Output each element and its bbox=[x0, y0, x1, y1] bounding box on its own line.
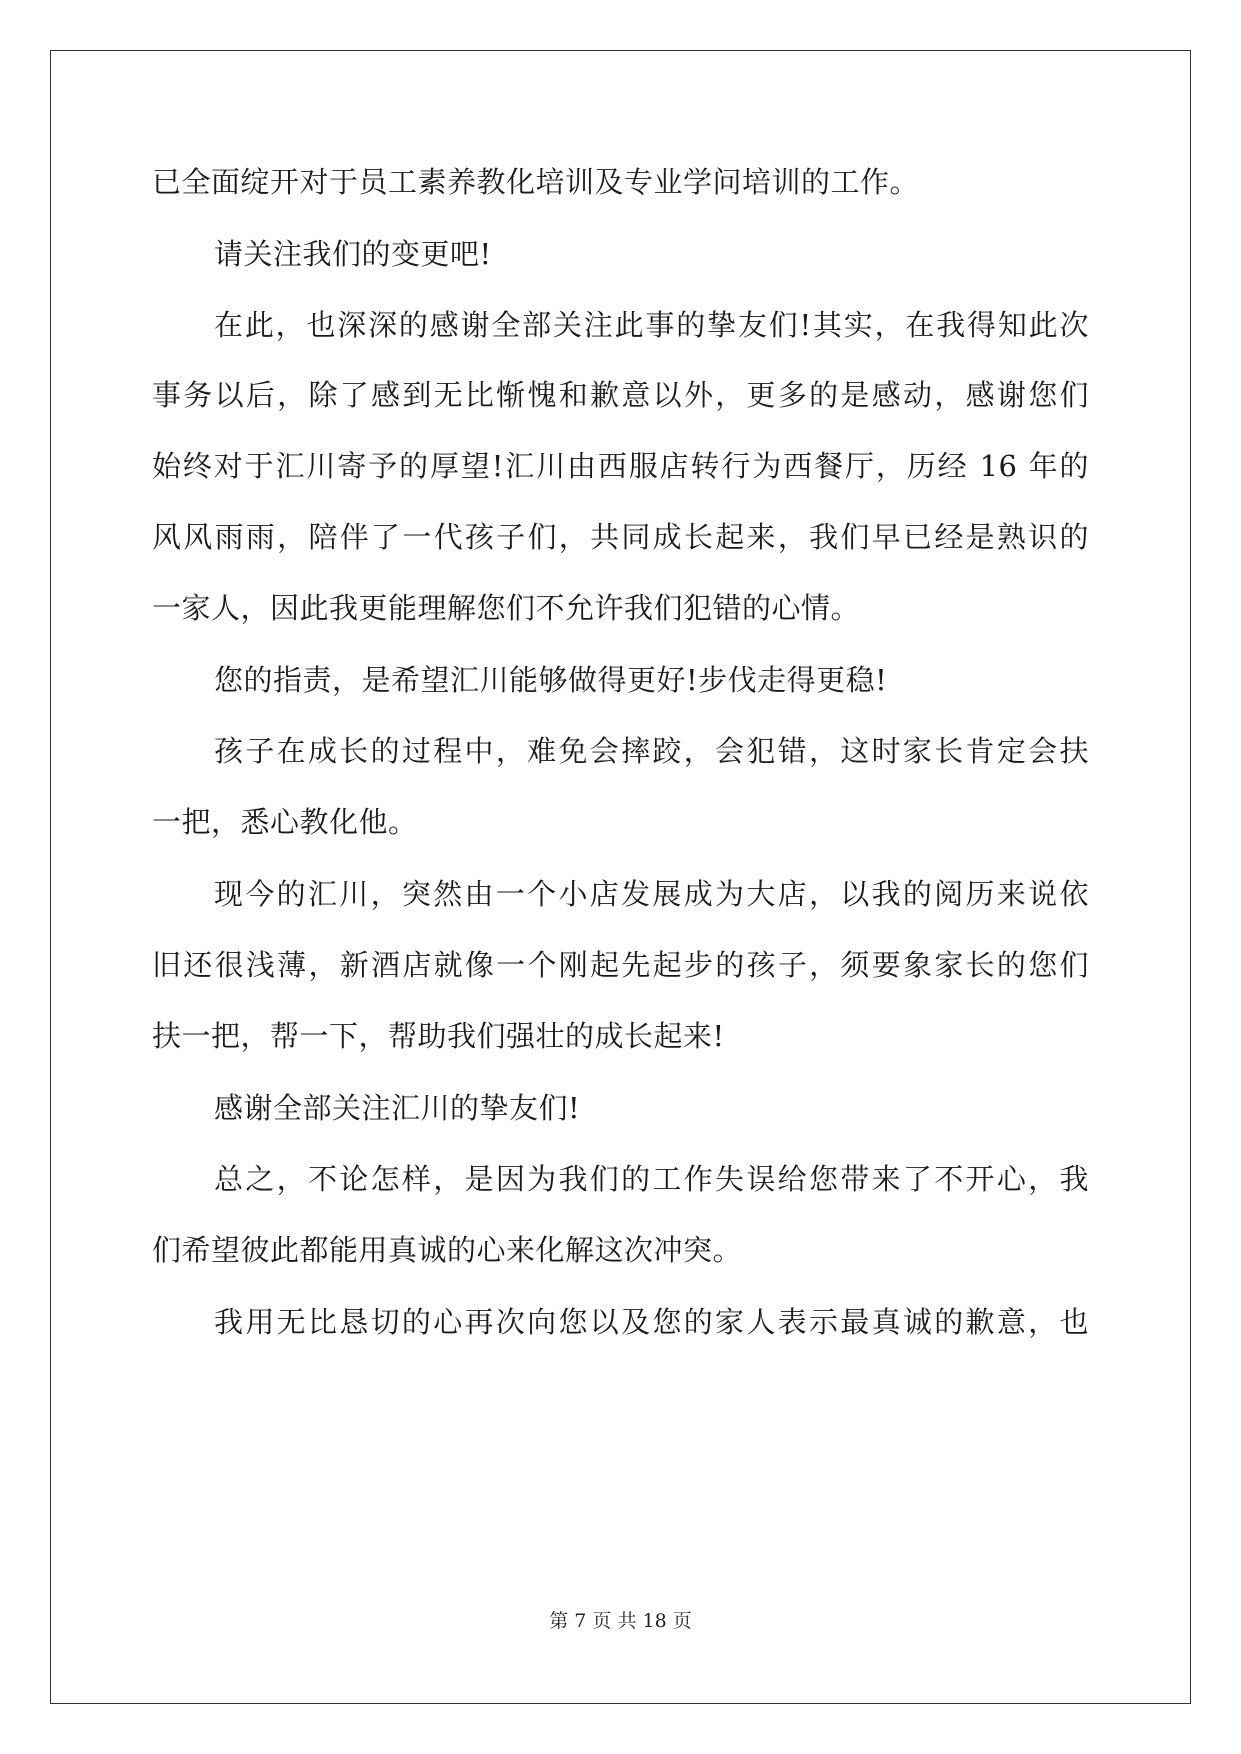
text-line: 始终对于汇川寄予的厚望!汇川由西服店转行为西餐厅，历经 16 年的 bbox=[152, 449, 1089, 483]
text-line: 感谢全部关注汇川的挚友们! bbox=[214, 1091, 581, 1125]
text-line: 我用无比恳切的心再次向您以及您的家人表示最真诚的歉意，也 bbox=[214, 1305, 1089, 1339]
text-line: 在此，也深深的感谢全部关注此事的挚友们!其实，在我得知此次 bbox=[214, 308, 1089, 342]
text-line: 一把，悉心教化他。 bbox=[152, 805, 418, 839]
text-line: 一家人，因此我更能理解您们不允许我们犯错的心情。 bbox=[152, 591, 861, 625]
text-line: 旧还很浅薄，新酒店就像一个刚起先起步的孩子，须要象家长的您们 bbox=[152, 948, 1089, 982]
text-line: 事务以后，除了感到无比惭愧和歉意以外，更多的是感动，感谢您们 bbox=[152, 378, 1089, 412]
page-number: 第 7 页 共 18 页 bbox=[549, 1610, 692, 1632]
text-line: 孩子在成长的过程中，难免会摔跤，会犯错，这时家长肯定会扶 bbox=[214, 734, 1089, 768]
text-line: 已全面绽开对于员工素养教化培训及专业学问培训的工作。 bbox=[152, 165, 920, 199]
text-line: 们希望彼此都能用真诚的心来化解这次冲突。 bbox=[152, 1233, 743, 1267]
text-line: 风风雨雨，陪伴了一代孩子们，共同成长起来，我们早已经是熟识的 bbox=[152, 520, 1089, 554]
text-line: 总之，不论怎样，是因为我们的工作失误给您带来了不开心，我 bbox=[214, 1162, 1089, 1196]
text-line: 您的指责，是希望汇川能够做得更好!步伐走得更稳! bbox=[214, 663, 888, 697]
text-line: 现今的汇川，突然由一个小店发展成为大店，以我的阅历来说依 bbox=[214, 877, 1089, 911]
text-line: 请关注我们的变更吧! bbox=[214, 237, 492, 271]
text-line: 扶一把，帮一下，帮助我们强壮的成长起来! bbox=[152, 1019, 725, 1053]
